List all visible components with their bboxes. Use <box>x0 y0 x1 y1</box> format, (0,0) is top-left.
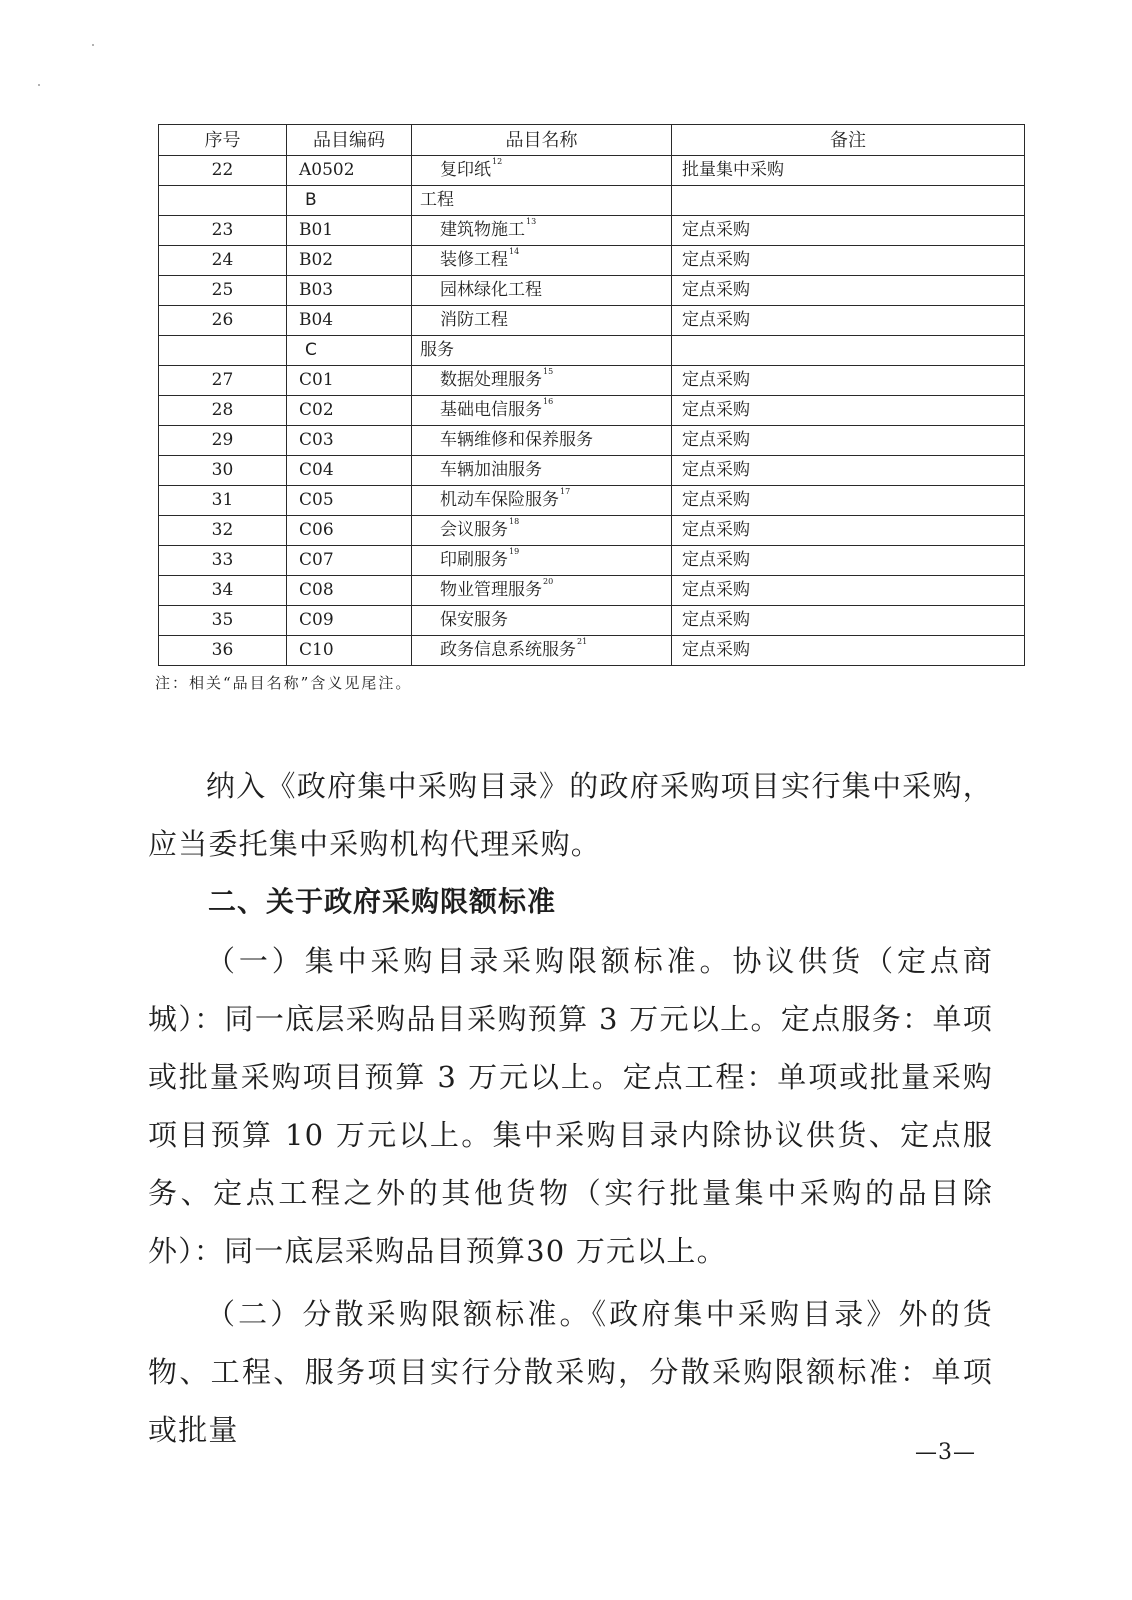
cell-code: C04 <box>287 456 412 486</box>
table-row <box>159 486 1025 516</box>
cell-seq: 31 <box>159 486 287 516</box>
cell-note: 定点采购 <box>672 456 1025 486</box>
paragraph-threshold-standard: （一）集中采购目录采购限额标准。协议供货（定点商城）：同一底层采购品目采购预算 3 万元以上。定点服务：单项或批量采购项目预算 3 万元以上。定点工程：单项或批量采购项目预算 10 万元以上。集中采购目录内除协议供货、定点服务、定点工程之外的其他货物（实行批量集中采购的品目除外）：同一底层采购品目预算30 万元以上。 <box>148 944 993 1268</box>
table-row <box>159 456 1025 486</box>
item-name: 车辆加油服务 <box>440 460 542 480</box>
header-note: 备注 <box>672 125 1025 156</box>
cell-name <box>412 636 672 666</box>
table-row <box>159 306 1025 336</box>
cell-code: C03 <box>287 426 412 456</box>
table-row <box>159 636 1025 666</box>
header-seq: 序号 <box>159 125 287 156</box>
cell-name <box>412 606 672 636</box>
table-footnote: 注：相关“品目名称”含义见尾注。 <box>155 674 413 692</box>
cell-code: C05 <box>287 486 412 516</box>
item-name: 基础电信服务 <box>440 400 542 420</box>
item-name: 车辆维修和保养服务 <box>440 430 593 450</box>
table-row <box>159 246 1025 276</box>
cell-seq: 35 <box>159 606 287 636</box>
item-name: 建筑物施工 <box>440 220 525 240</box>
cell-seq: 32 <box>159 516 287 546</box>
item-name: 服务 <box>420 340 454 360</box>
cell-note: 定点采购 <box>672 216 1025 246</box>
cell-seq: 26 <box>159 306 287 336</box>
item-name: 工程 <box>420 190 454 210</box>
table-row <box>159 216 1025 246</box>
cell-code: C01 <box>287 366 412 396</box>
footnote-marker: 17 <box>560 487 571 496</box>
table-row <box>159 426 1025 456</box>
item-name: 政务信息系统服务 <box>440 640 576 660</box>
item-name: 装修工程 <box>440 250 508 270</box>
cell-seq: 36 <box>159 636 287 666</box>
footnote-marker: 21 <box>577 637 588 646</box>
item-name: 机动车保险服务 <box>440 490 559 510</box>
cell-note: 定点采购 <box>672 486 1025 516</box>
cell-code: B03 <box>287 276 412 306</box>
cell-code: C06 <box>287 516 412 546</box>
cell-note: 定点采购 <box>672 576 1025 606</box>
cell-seq: 28 <box>159 396 287 426</box>
footnote-marker: 14 <box>509 247 520 256</box>
item-name: 数据处理服务 <box>440 370 542 390</box>
scan-speck <box>92 44 94 46</box>
cell-code: B04 <box>287 306 412 336</box>
cell-seq <box>159 186 287 216</box>
item-name: 消防工程 <box>440 310 508 330</box>
cell-note: 定点采购 <box>672 246 1025 276</box>
cell-name <box>412 456 672 486</box>
cell-name <box>412 486 672 516</box>
cell-note: 定点采购 <box>672 306 1025 336</box>
cell-name <box>412 426 672 456</box>
header-code: 品目编码 <box>287 125 412 156</box>
cell-note: 定点采购 <box>672 426 1025 456</box>
cell-name <box>412 306 672 336</box>
scan-speck <box>38 84 40 86</box>
item-name: 保安服务 <box>440 610 508 630</box>
cell-code: A0502 <box>287 156 412 186</box>
cell-name <box>412 246 672 276</box>
page-number: —3— <box>915 1440 976 1465</box>
cell-seq: 25 <box>159 276 287 306</box>
table-row <box>159 276 1025 306</box>
cell-seq <box>159 336 287 366</box>
cell-name <box>412 336 672 366</box>
cell-seq: 22 <box>159 156 287 186</box>
cell-code: C09 <box>287 606 412 636</box>
cell-note <box>672 336 1025 366</box>
cell-name <box>412 366 672 396</box>
cell-name <box>412 216 672 246</box>
paragraph-centralized-procurement: 纳入《政府集中采购目录》的政府采购项目实行集中采购，应当委托集中采购机构代理采购。 <box>148 769 993 861</box>
section-heading: 二、关于政府采购限额标准 <box>208 885 557 918</box>
cell-name <box>412 276 672 306</box>
cell-seq: 29 <box>159 426 287 456</box>
cell-seq: 30 <box>159 456 287 486</box>
table-row <box>159 546 1025 576</box>
footnote-marker: 13 <box>526 217 537 226</box>
cell-note: 批量集中采购 <box>672 156 1025 186</box>
cell-seq: 24 <box>159 246 287 276</box>
cell-name <box>412 516 672 546</box>
header-name: 品目名称 <box>412 125 672 156</box>
table-group-row <box>159 186 1025 216</box>
cell-name <box>412 186 672 216</box>
footnote-marker: 20 <box>543 577 554 586</box>
cell-seq: 27 <box>159 366 287 396</box>
footnote-marker: 12 <box>492 157 503 166</box>
cell-seq: 33 <box>159 546 287 576</box>
cell-note: 定点采购 <box>672 396 1025 426</box>
footnote-marker: 18 <box>509 517 520 526</box>
cell-note <box>672 186 1025 216</box>
cell-code: C08 <box>287 576 412 606</box>
cell-note: 定点采购 <box>672 276 1025 306</box>
paragraph-decentralized-standard: （二）分散采购限额标准。《政府集中采购目录》外的货物、工程、服务项目实行分散采购，分散采购限额标准：单项或批量 <box>148 1297 993 1447</box>
cell-note: 定点采购 <box>672 366 1025 396</box>
cell-code: C02 <box>287 396 412 426</box>
cell-seq: 23 <box>159 216 287 246</box>
cell-code: B01 <box>287 216 412 246</box>
item-name: 会议服务 <box>440 520 508 540</box>
cell-name <box>412 396 672 426</box>
item-name: 印刷服务 <box>440 550 508 570</box>
footnote-marker: 19 <box>509 547 520 556</box>
footnote-marker: 16 <box>543 397 554 406</box>
table-group-row <box>159 336 1025 366</box>
cell-code: B02 <box>287 246 412 276</box>
cell-note: 定点采购 <box>672 546 1025 576</box>
cell-note: 定点采购 <box>672 606 1025 636</box>
table-row <box>159 156 1025 186</box>
cell-name <box>412 546 672 576</box>
item-name: 复印纸 <box>440 160 491 180</box>
table-body <box>159 156 1025 666</box>
table-row <box>159 606 1025 636</box>
cell-code: C07 <box>287 546 412 576</box>
cell-code: B <box>287 186 412 216</box>
table-row <box>159 366 1025 396</box>
cell-note: 定点采购 <box>672 636 1025 666</box>
table-row <box>159 396 1025 426</box>
footnote-marker: 15 <box>543 367 554 376</box>
table-header-row <box>159 125 1025 156</box>
cell-note: 定点采购 <box>672 516 1025 546</box>
cell-code: C10 <box>287 636 412 666</box>
cell-name <box>412 576 672 606</box>
procurement-catalog-table <box>158 124 1025 666</box>
table-row <box>159 516 1025 546</box>
cell-code: C <box>287 336 412 366</box>
table-row <box>159 576 1025 606</box>
item-name: 园林绿化工程 <box>440 280 542 300</box>
cell-name <box>412 156 672 186</box>
item-name: 物业管理服务 <box>440 580 542 600</box>
cell-seq: 34 <box>159 576 287 606</box>
